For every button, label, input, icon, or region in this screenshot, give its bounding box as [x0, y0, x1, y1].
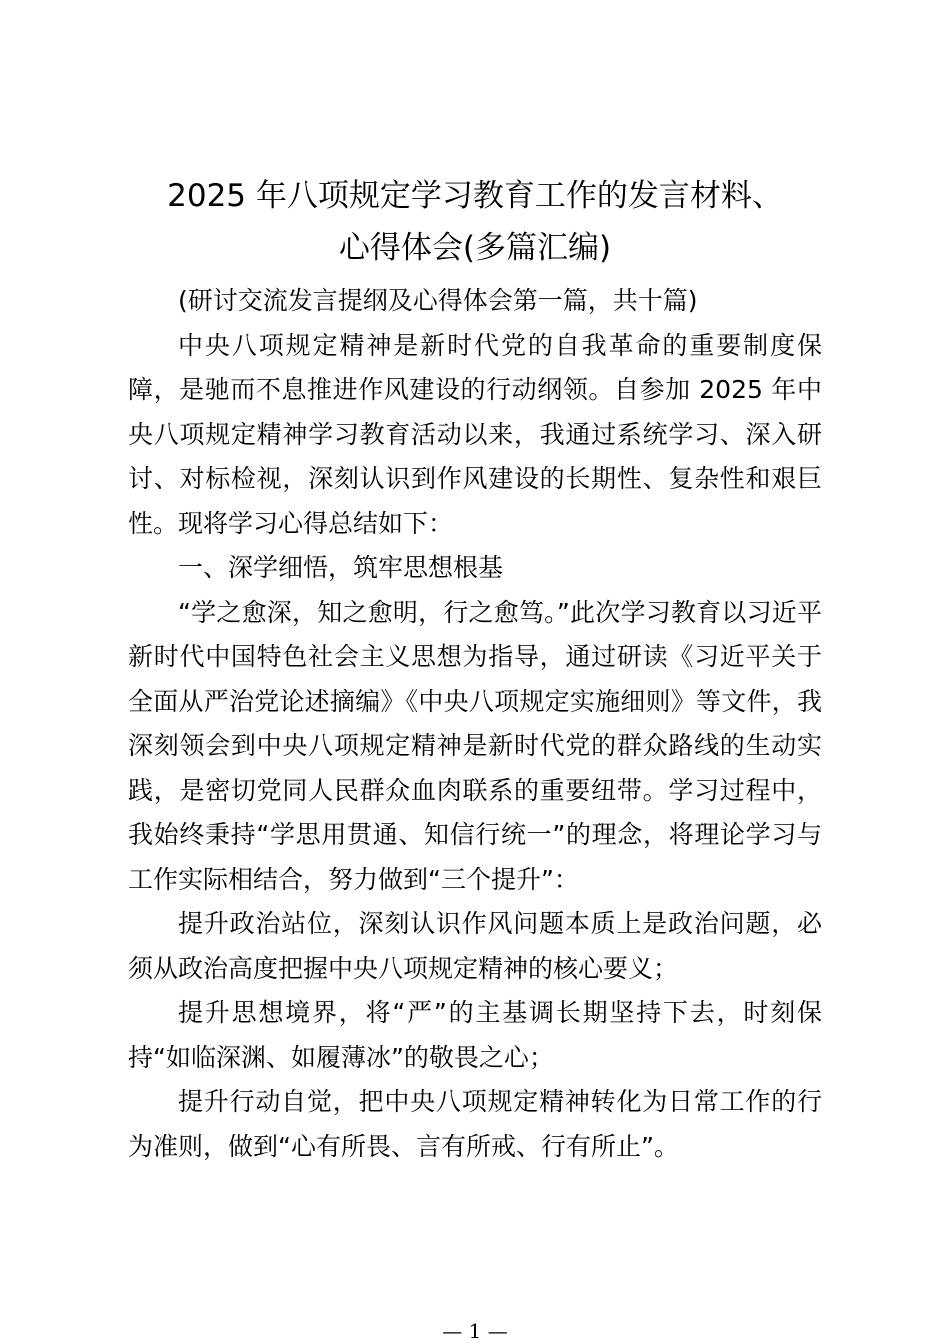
document-title-line-1: 2025 年八项规定学习教育工作的发言材料、 [167, 178, 783, 214]
subtitle-note: (研讨交流发言提纲及心得体会第一篇，共十篇) [178, 286, 698, 315]
body-paragraph: 提升行动自觉，把中央八项规定精神转化为日常工作的行为准则，做到“心有所畏、言有所戒、行有所止”。 [128, 1087, 822, 1161]
body-paragraph: “学之愈深，知之愈明，行之愈笃。”此次学习教育以习近平新时代中国特色社会主义思想为指导，通过研读《习近平关于全面从严治党论述摘编》《中央八项规定实施细则》等文件，我深刻领会到中央八项规定精神是新时代党的群众路线的生动实践，是密切党同人民群众血肉联系的重要纽带。学习过程中，我始终秉持“学思用贯通、知信行统一”的理念，将理论学习与工作实际相结合，努力做到“三个提升”： [128, 597, 822, 894]
body-paragraph: 提升政治站位，深刻认识作风问题本质上是政治问题，必须从政治高度把握中央八项规定精神的核心要义； [128, 909, 822, 983]
section-heading: 一、深学细悟，筑牢思想根基 [178, 553, 504, 582]
document-body [128, 279, 822, 1169]
body-paragraph: 中央八项规定精神是新时代党的自我革命的重要制度保障，是驰而不息推进作风建设的行动纲领。自参加 2025 年中央八项规定精神学习教育活动以来，我通过系统学习、深入研讨、对标检视，深刻认识到作风建设的长期性、复杂性和艰巨性。现将学习心得总结如下： [128, 330, 822, 538]
body-paragraph: 提升思想境界，将“严”的主基调长期坚持下去，时刻保持“如临深渊、如履薄冰”的敬畏之心； [128, 998, 822, 1072]
page-number: — 1 — [442, 1319, 508, 1343]
document-title-line-2: 心得体会(多篇汇编) [338, 230, 612, 266]
